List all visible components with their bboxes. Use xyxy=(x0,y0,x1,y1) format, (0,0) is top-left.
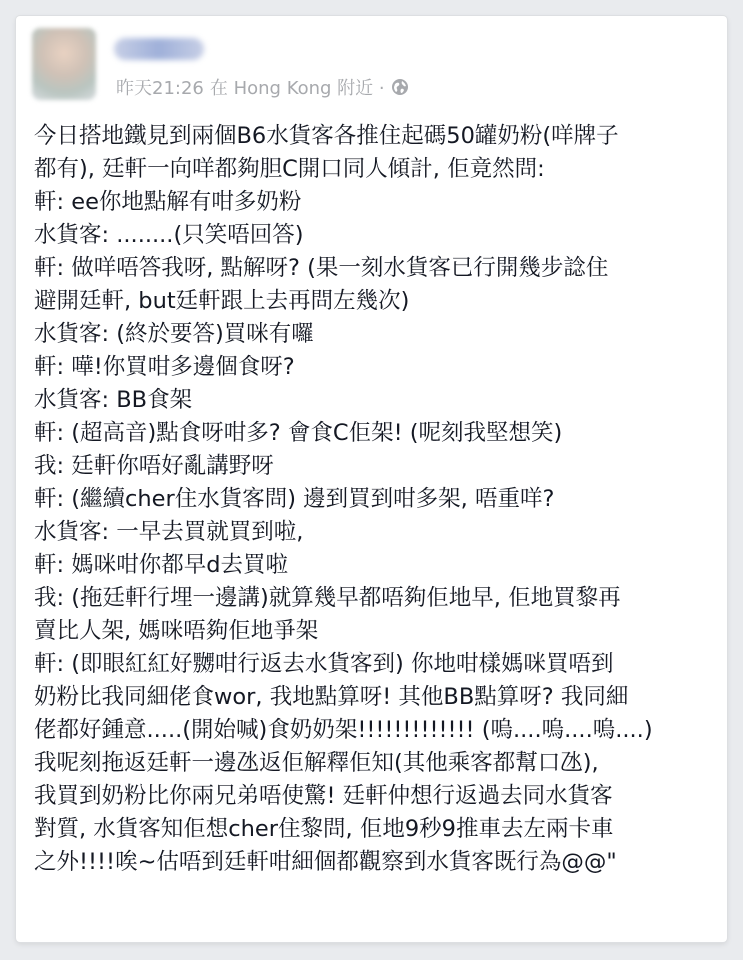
post-text-line: 我: (拖廷軒行埋一邊講)就算幾早都唔夠佢地早, 佢地買黎再 xyxy=(34,585,621,611)
post-text-line: 水貨客: 一早去買就買到啦, xyxy=(34,519,304,545)
post-text-line: 水貨客: ........(只笑唔回答) xyxy=(34,222,304,248)
post-timestamp[interactable]: 昨天21:26 xyxy=(116,78,204,99)
post-meta xyxy=(116,74,409,100)
post-text-line: 賣比人架, 媽咪唔夠佢地爭架 xyxy=(34,618,319,644)
post-text xyxy=(34,120,724,879)
post-text-line: 奶粉比我同細佬食wor, 我地點算呀! 其他BB點算呀? 我同細 xyxy=(34,684,629,710)
post-text-line: 軒: 媽咪咁你都早d去買啦 xyxy=(34,552,289,578)
post-text-line: 對質, 水貨客知佢想cher住黎問, 佢地9秒9推車去左兩卡車 xyxy=(34,816,614,842)
post-text-line: 軒: 嘩!你買咁多邊個食呀? xyxy=(34,354,295,380)
post-text-line: 我: 廷軒你唔好亂講野呀 xyxy=(34,453,274,479)
post-text-line: 軒: ee你地點解有咁多奶粉 xyxy=(34,189,302,215)
post-text-line: 佬都好鍾意.....(開始喊)食奶奶架!!!!!!!!!!!!! (嗚....嗚....嗚....) xyxy=(34,717,653,743)
post-location[interactable]: 在 Hong Kong 附近 · xyxy=(209,78,385,99)
post-card xyxy=(16,16,727,942)
post-text-line: 我呢刻拖返廷軒一邊氹返佢解釋佢知(其他乘客都幫口氹), xyxy=(34,750,599,776)
post-text-line: 我買到奶粉比你兩兄弟唔使驚! 廷軒仲想行返過去同水貨客 xyxy=(34,783,613,809)
globe-icon[interactable] xyxy=(391,78,409,96)
post-text-line: 水貨客: (終於要答)買咪有囉 xyxy=(34,321,314,347)
post-text-line: 今日搭地鐵見到兩個B6水貨客各推住起碼50罐奶粉(咩牌子 xyxy=(34,123,619,149)
post-text-line: 軒: (超高音)點食呀咁多? 會食C佢架! (呢刻我堅想笑) xyxy=(34,420,563,446)
author-name[interactable] xyxy=(114,38,204,60)
author-avatar[interactable] xyxy=(32,28,96,100)
post-text-line: 水貨客: BB食架 xyxy=(34,387,193,413)
post-text-line: 軒: (即眼紅紅好嬲咁行返去水貨客到) 你地咁樣媽咪買唔到 xyxy=(34,651,614,677)
post-text-line: 軒: 做咩唔答我呀, 點解呀? (果一刻水貨客已行開幾步諗住 xyxy=(34,255,609,281)
post-text-line: 都有), 廷軒一向咩都夠胆C開口同人傾計, 佢竟然問: xyxy=(34,156,545,182)
post-text-line: 之外!!!!唉~估唔到廷軒咁細個都觀察到水貨客既行為@@" xyxy=(34,849,617,875)
post-text-line: 軒: (繼續cher住水貨客問) 邊到買到咁多架, 唔重咩? xyxy=(34,486,555,512)
post-text-line: 避開廷軒, but廷軒跟上去再問左幾次) xyxy=(34,288,410,314)
